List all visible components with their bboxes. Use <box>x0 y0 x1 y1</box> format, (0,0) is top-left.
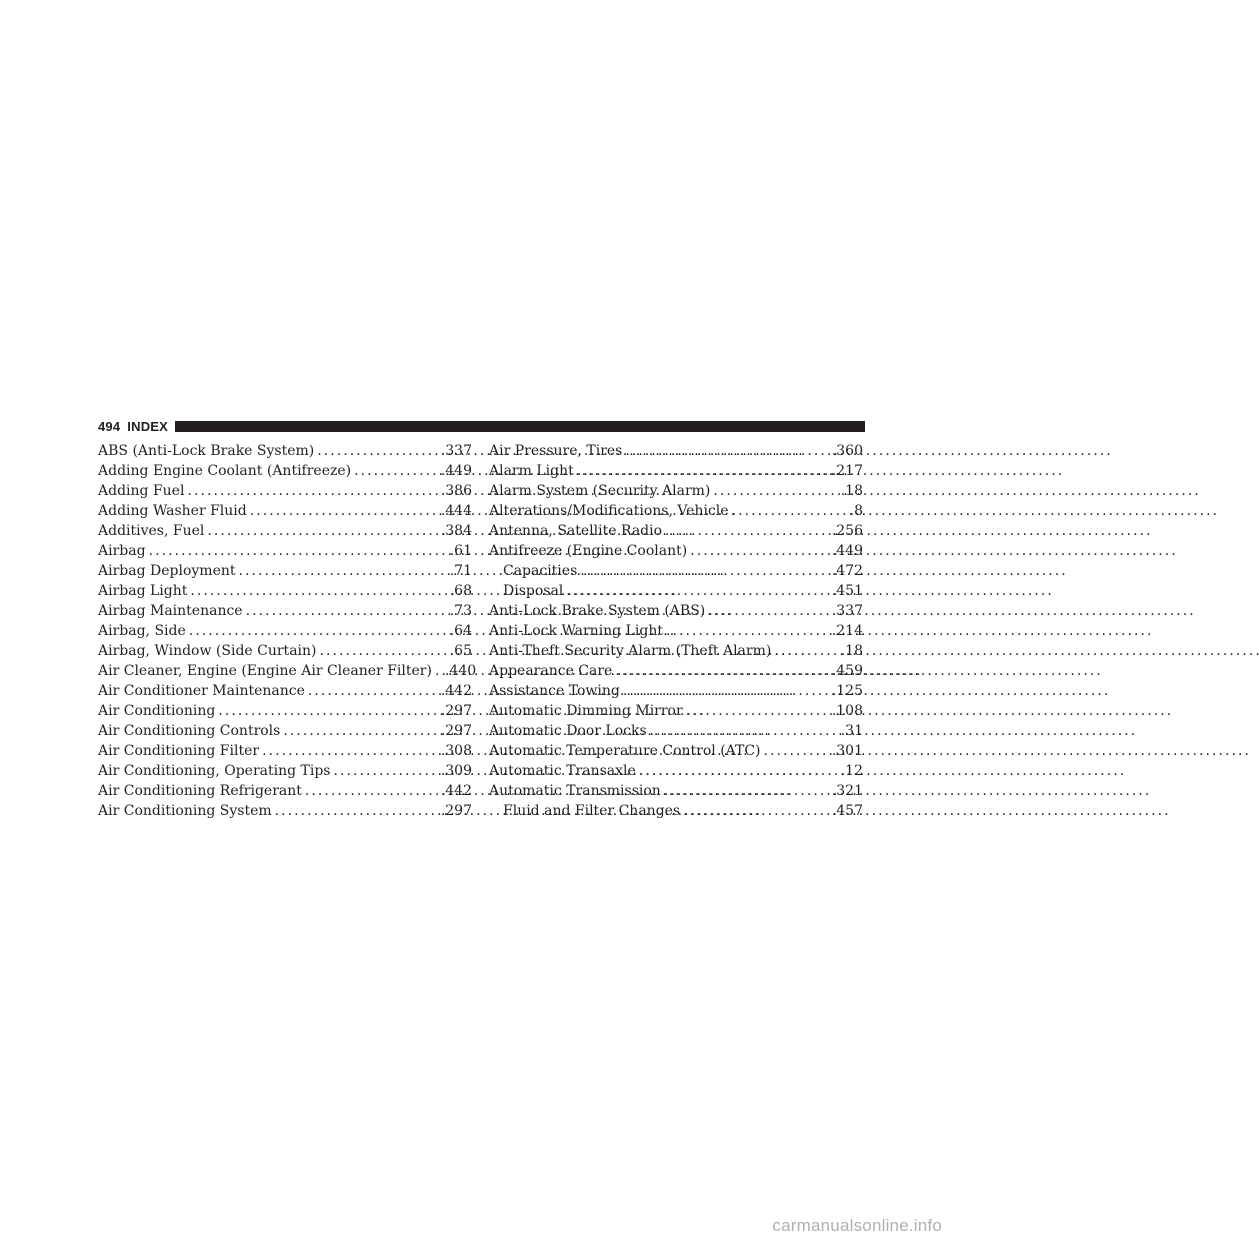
index-entry-label: Airbag Deployment <box>98 563 236 579</box>
dot-leader <box>187 581 449 601</box>
dot-leader <box>317 641 450 661</box>
dot-leader <box>204 521 440 541</box>
dot-leader <box>280 721 440 741</box>
dot-leader <box>622 441 831 461</box>
index-entry-label: Air Conditioning Refrigerant <box>98 783 302 799</box>
dot-leader <box>661 781 832 801</box>
index-entry <box>489 541 863 561</box>
index-entry <box>489 701 863 721</box>
index-entry-page: .440 <box>444 663 477 679</box>
index-entry <box>98 501 472 521</box>
dot-leader <box>683 701 832 721</box>
index-entry-label: Air Cleaner, Engine (Engine Air Cleaner Filter) <box>98 663 432 679</box>
index-entry-label: Airbag <box>98 543 146 559</box>
dot-leader <box>577 561 832 581</box>
index-entry-page: .321 <box>831 783 863 799</box>
dot-leader <box>636 761 841 781</box>
index-entry <box>489 481 863 501</box>
index-entry <box>98 581 472 601</box>
index-entry-page: .256 <box>831 523 863 539</box>
index-entry-label: Air Conditioning Controls <box>98 723 281 739</box>
dot-leader <box>236 561 450 581</box>
index-entry-label: Air Pressure, Tires <box>489 443 623 459</box>
dot-leader <box>272 801 441 821</box>
dot-leader <box>710 481 840 501</box>
index-entry-page: .442 <box>440 783 472 799</box>
index-entry-label: Airbag Maintenance <box>98 603 243 619</box>
dot-leader <box>705 601 832 621</box>
index-entry <box>98 661 477 681</box>
index-entry <box>98 681 472 701</box>
index-entry-label: Airbag, Window (Side Curtain) <box>98 643 317 659</box>
index-entry <box>489 601 863 621</box>
index-entry-label: Adding Washer Fluid <box>98 503 247 519</box>
index-entry-label: Anti-Lock Brake System (ABS) <box>489 603 706 619</box>
index-entry <box>98 621 472 641</box>
index-entry-label: Fluid and Filter Changes <box>503 803 681 819</box>
index-entry-page: .68 <box>449 583 472 599</box>
index-entry-label: Disposal <box>503 583 564 599</box>
index-entry-label: Automatic Transmission <box>489 783 661 799</box>
index-entry <box>98 701 472 721</box>
index-entry <box>98 461 472 481</box>
index-entry-page: .459 <box>831 663 863 679</box>
index-entry-page: .360 <box>831 443 863 459</box>
index-entry-page: .8 <box>849 503 863 519</box>
index-entry-label: Air Conditioning Filter <box>98 743 260 759</box>
index-entry <box>489 741 863 761</box>
index-entry-page: .217 <box>831 463 863 479</box>
index-entry-label: Adding Engine Coolant (Antifreeze) <box>98 463 352 479</box>
index-entry-label: Automatic Dimming Mirror <box>489 703 683 719</box>
index-entry-page: .297 <box>440 703 472 719</box>
index-entry-page: .301 <box>831 743 863 759</box>
index-entry-page: .337 <box>831 603 863 619</box>
index-entry <box>489 641 863 661</box>
dot-leader <box>184 481 440 501</box>
index-entry-page: .65 <box>449 643 472 659</box>
dot-leader <box>620 681 832 701</box>
index-entry-label: Air Conditioner Maintenance <box>98 683 305 699</box>
index-entry <box>489 501 863 521</box>
watermark: carmanualsonline.info <box>772 1216 942 1235</box>
index-entry <box>98 741 472 761</box>
dot-leader <box>729 501 850 521</box>
index-entry-label: Air Conditioning System <box>98 803 272 819</box>
index-entry-page: .108 <box>831 703 863 719</box>
dot-leader <box>215 701 440 721</box>
index-entry <box>489 721 863 741</box>
index-entry-page: .386 <box>440 483 472 499</box>
index-entry-page: .73 <box>449 603 472 619</box>
index-entry-page: .449 <box>440 463 472 479</box>
index-entry-label: Anti-Theft Security Alarm (Theft Alarm) <box>489 643 772 659</box>
index-entry <box>489 761 863 781</box>
index-entry-label: Anti-Lock Warning Light <box>489 623 663 639</box>
index-entry <box>489 681 863 701</box>
index-entry-page: .457 <box>831 803 863 819</box>
dot-leader <box>243 601 450 621</box>
index-entry-page: .71 <box>449 563 472 579</box>
index-entry <box>98 781 472 801</box>
index-column-left <box>98 441 477 821</box>
index-entry-page: .18 <box>840 483 863 499</box>
header-rule <box>175 421 865 432</box>
index-entry-page: .451 <box>831 583 863 599</box>
index-entry-page: .61 <box>449 543 472 559</box>
dot-leader <box>146 541 450 561</box>
index-entry-label: Antifreeze (Engine Coolant) <box>489 543 688 559</box>
dot-leader <box>771 641 840 661</box>
dot-leader <box>302 781 441 801</box>
index-entry-label: Appearance Care <box>489 663 613 679</box>
index-entry-page: .442 <box>440 683 472 699</box>
index-entry-label: Automatic Temperature Control (ATC) <box>489 743 761 759</box>
index-entry-page: .18 <box>840 643 863 659</box>
index-entry-label: Automatic Door Locks <box>489 723 647 739</box>
index-entry <box>98 561 472 581</box>
index-entry <box>98 521 472 541</box>
dot-leader <box>331 761 441 781</box>
index-entry <box>489 441 863 461</box>
index-entry-label: Adding Fuel <box>98 483 185 499</box>
index-entry-page: .449 <box>831 543 863 559</box>
index-entry <box>98 601 472 621</box>
header-section-title: INDEX <box>127 418 169 434</box>
index-entry <box>489 521 863 541</box>
index-entry-label: Alterations/Modifications, Vehicle <box>489 503 729 519</box>
index-entry-label: Capacities <box>503 563 578 579</box>
index-entry <box>98 801 472 821</box>
dot-leader <box>314 441 441 461</box>
index-entry-label: Alarm Light <box>489 463 574 479</box>
dot-leader <box>680 801 832 821</box>
dot-leader <box>432 661 445 681</box>
index-entry-page: .444 <box>440 503 472 519</box>
index-entry <box>489 461 863 481</box>
index-entry-page: .214 <box>831 623 863 639</box>
index-entry-page: .337 <box>440 443 472 459</box>
dot-leader <box>687 541 832 561</box>
index-entry-page: .384 <box>440 523 472 539</box>
index-entry <box>489 661 863 681</box>
index-entry <box>489 621 863 641</box>
index-entry-page: .309 <box>440 763 472 779</box>
index-entry-label: Automatic Transaxle <box>489 763 636 779</box>
dot-leader <box>259 741 441 761</box>
index-entry-label: Airbag, Side <box>98 623 186 639</box>
index-entry-page: .297 <box>440 803 472 819</box>
index-entry-label: Additives, Fuel <box>98 523 205 539</box>
index-entry <box>489 561 863 581</box>
index-entry-label: Air Conditioning <box>98 703 216 719</box>
dot-leader <box>761 741 832 761</box>
index-entry <box>489 781 863 801</box>
index-entry <box>489 801 863 821</box>
index-entry-label: Assistance Towing <box>489 683 620 699</box>
dot-leader <box>647 721 841 741</box>
dot-leader <box>305 681 441 701</box>
index-entry <box>98 641 472 661</box>
dot-leader <box>563 581 832 601</box>
index-entry <box>98 721 472 741</box>
dot-leader <box>247 501 441 521</box>
page-header <box>98 417 865 435</box>
header-page-number: 494 <box>98 418 121 434</box>
index-entry-page: .31 <box>840 723 863 739</box>
index-column-right <box>489 441 863 821</box>
index-entry-label: Antenna, Satellite Radio <box>489 523 663 539</box>
index-entry <box>98 761 472 781</box>
index-entry-label: ABS (Anti-Lock Brake System) <box>98 443 315 459</box>
dot-leader <box>351 461 441 481</box>
index-entry-page: .308 <box>440 743 472 759</box>
index-entry <box>98 541 472 561</box>
index-entry-page: .125 <box>831 683 863 699</box>
index-entry-page: .472 <box>831 563 863 579</box>
dot-leader <box>186 621 450 641</box>
index-entry-label: Alarm System (Security Alarm) <box>489 483 711 499</box>
index-entry <box>489 581 863 601</box>
index-entry-page: .64 <box>449 623 472 639</box>
dot-leader <box>574 461 832 481</box>
dot-leader <box>663 621 832 641</box>
index-entry-label: Air Conditioning, Operating Tips <box>98 763 331 779</box>
index-entry-page: .12 <box>840 763 863 779</box>
dot-leader <box>662 521 832 541</box>
index-entry <box>98 441 472 461</box>
index-entry-page: .297 <box>440 723 472 739</box>
index-entry-label: Airbag Light <box>98 583 188 599</box>
dot-leader <box>612 661 831 681</box>
index-entry <box>98 481 472 501</box>
